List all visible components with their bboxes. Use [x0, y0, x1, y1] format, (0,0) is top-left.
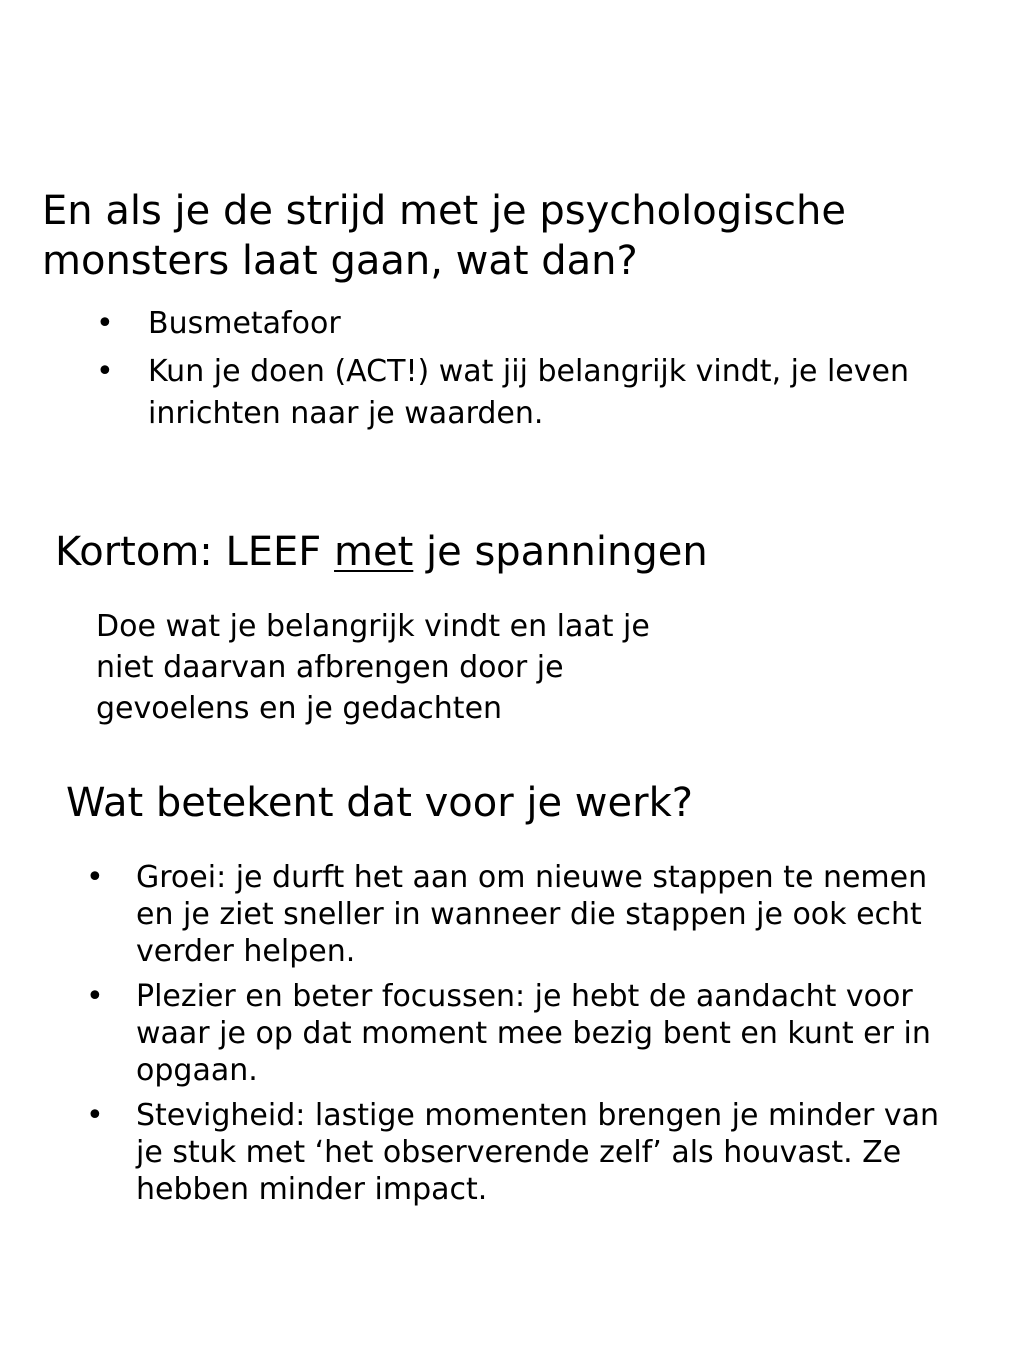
section-2-paragraph: [96, 606, 796, 729]
paragraph-line: niet daarvan afbrengen door je: [96, 650, 564, 685]
paragraph-line: Doe wat je belangrijk vindt en laat je: [96, 609, 650, 644]
section-2-heading-prefix: Kortom: LEEF: [55, 529, 335, 575]
bullet-icon: •: [86, 860, 104, 895]
list-item-text: Groei: je durft het aan om nieuwe stappen te nemen en je ziet sneller in wanneer die stappen je ook echt verder helpen.: [136, 860, 928, 969]
list-item-text: Stevigheid: lastige momenten brengen je minder van je stuk met ‘het observerende zelf’ als houvast. Ze hebben minder impact.: [136, 1098, 940, 1207]
section-1-bullet-list: [96, 303, 976, 435]
list-item-text: Kun je doen (ACT!) wat jij belangrijk vindt, je leven inrichten naar je waarden.: [148, 354, 909, 431]
list-item-text: Plezier en beter focussen: je hebt de aandacht voor waar je op dat moment mee bezig bent en kunt er in opgaan.: [136, 979, 931, 1088]
section-2-heading-underlined-word: met: [334, 529, 414, 575]
bullet-icon: •: [96, 354, 114, 389]
list-item-text: Busmetafoor: [148, 306, 341, 341]
bullet-icon: •: [96, 306, 114, 341]
list-item: [86, 859, 966, 970]
section-2-heading-suffix: je spanningen: [413, 529, 708, 575]
paragraph-line: gevoelens en je gedachten: [96, 691, 503, 726]
bullet-icon: •: [86, 979, 104, 1014]
list-item: [86, 1097, 966, 1208]
section-3-bullet-list: [86, 859, 966, 1208]
list-item: [86, 978, 966, 1089]
section-1-heading: [42, 186, 1002, 286]
list-item: [96, 303, 976, 345]
section-1-heading-line-2: monsters laat gaan, wat dan?: [42, 238, 638, 284]
list-item: [96, 351, 976, 435]
section-2-heading: [55, 527, 955, 577]
section-3-heading: Wat betekent dat voor je werk?: [66, 780, 693, 826]
bullet-icon: •: [86, 1098, 104, 1133]
section-1-heading-line-1: En als je de strijd met je psychologische: [42, 188, 846, 234]
